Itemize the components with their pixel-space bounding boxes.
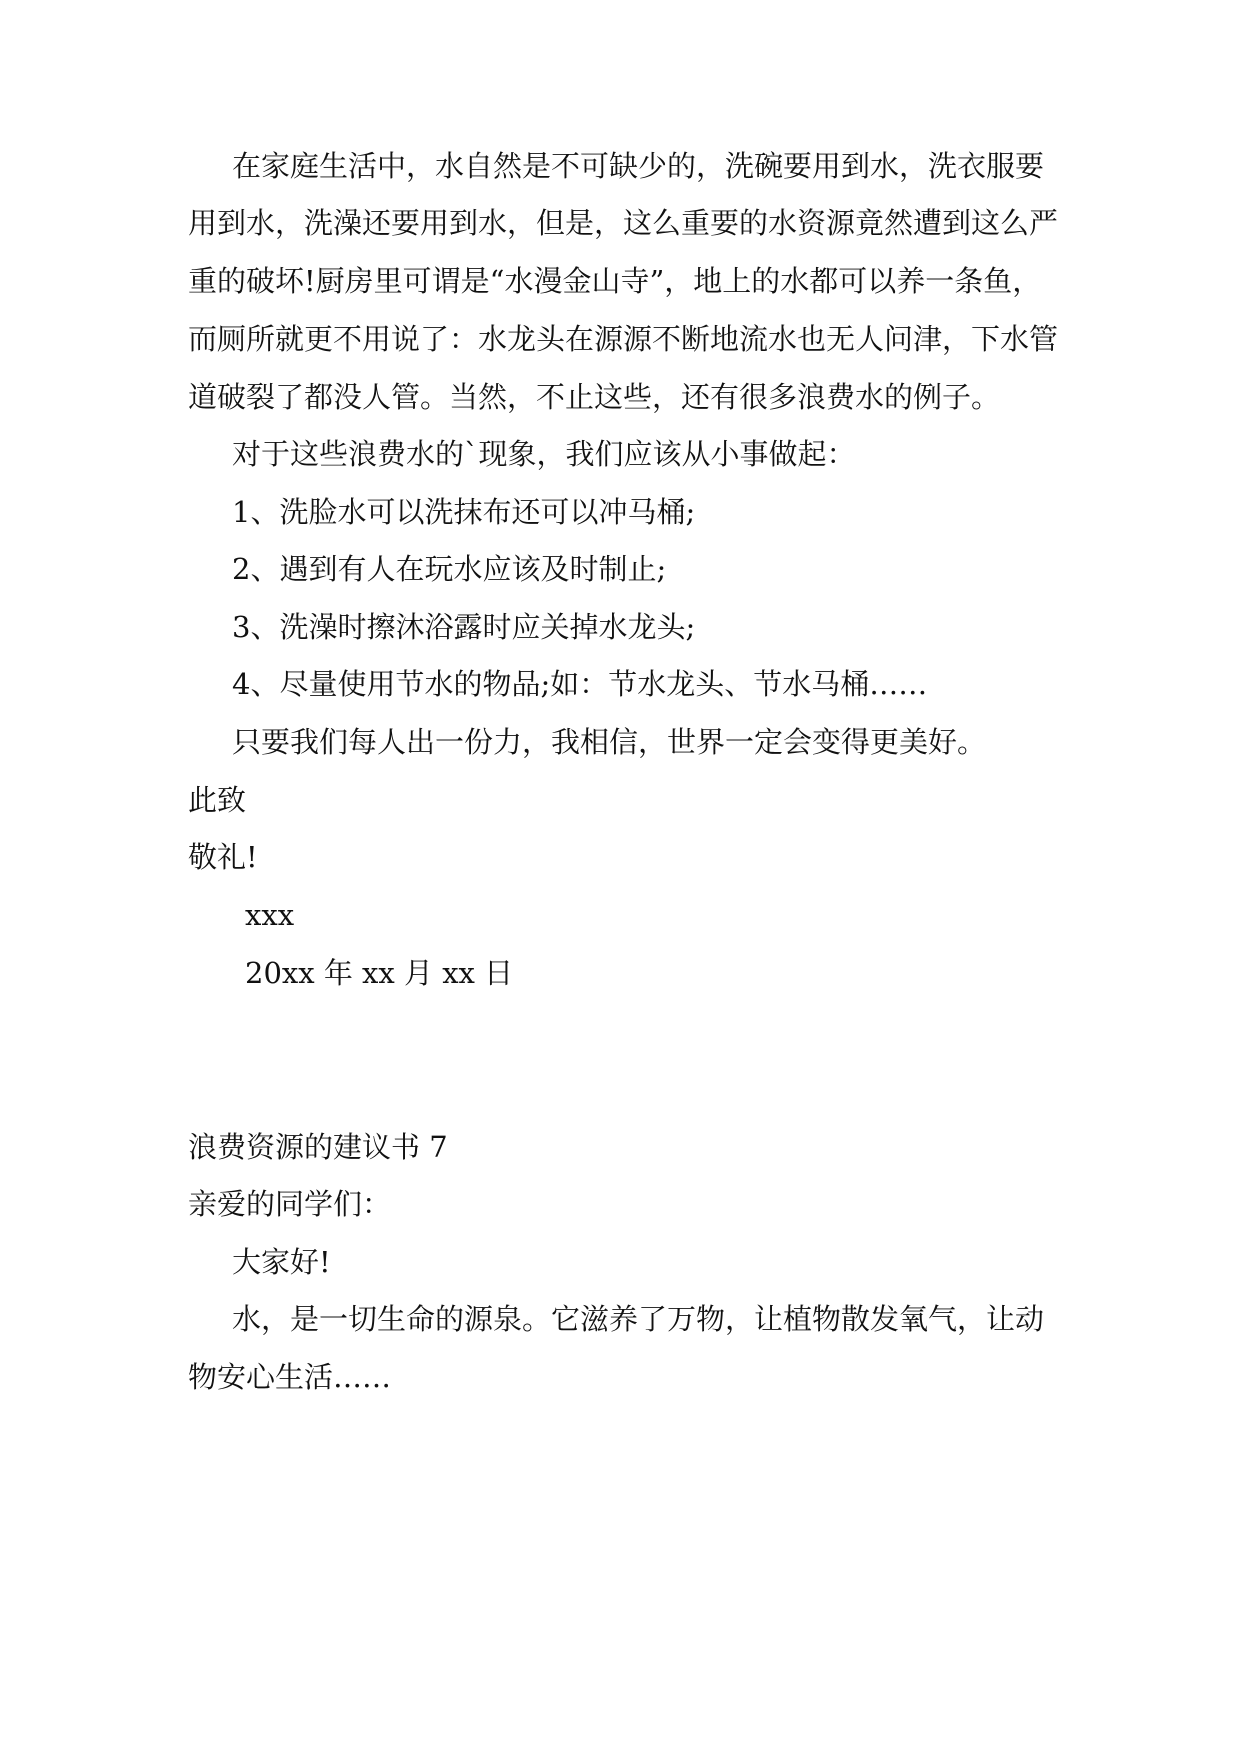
list-item: 1、洗脸水可以洗抹布还可以冲马桶; xyxy=(232,495,696,529)
paragraph-line: 用到水，洗澡还要用到水，但是，这么重要的水资源竟然遭到这么严 xyxy=(188,206,1059,240)
paragraph-line: 重的破坏!厨房里可谓是“水漫金山寺”，地上的水都可以养一条鱼， xyxy=(188,264,1042,298)
paragraph-line: 而厕所就更不用说了：水龙头在源源不断地流水也无人问津，下水管 xyxy=(188,322,1059,356)
list-item: 3、洗澡时擦沐浴露时应关掉水龙头; xyxy=(232,610,696,644)
list-item: 2、遇到有人在玩水应该及时制止; xyxy=(232,552,667,586)
salutation-line: 此致 xyxy=(188,783,247,817)
paragraph-line: 物安心生活…… xyxy=(188,1360,392,1394)
greeting: 大家好! xyxy=(232,1245,331,1279)
date: 20xx 年 xx 月 xx 日 xyxy=(245,956,514,990)
intro-text: 对于这些浪费水的`现象，我们应该从小事做起： xyxy=(232,437,856,471)
closing-text: 只要我们每人出一份力，我相信，世界一定会变得更美好。 xyxy=(232,725,987,759)
salutation-line: 敬礼! xyxy=(188,840,258,874)
list-item: 4、尽量使用节水的物品;如：节水龙头、节水马桶…… xyxy=(232,667,928,701)
section-title: 浪费资源的建议书 7 xyxy=(188,1130,448,1164)
paragraph-line: 水，是一切生命的源泉。它滋养了万物，让植物散发氧气，让动 xyxy=(232,1302,1045,1336)
paragraph-line: 道破裂了都没人管。当然，不止这些，还有很多浪费水的例子。 xyxy=(188,380,1001,414)
paragraph-line: 在家庭生活中，水自然是不可缺少的，洗碗要用到水，洗衣服要 xyxy=(232,149,1045,183)
signature: xxx xyxy=(245,898,295,932)
addressee: 亲爱的同学们： xyxy=(188,1187,392,1221)
